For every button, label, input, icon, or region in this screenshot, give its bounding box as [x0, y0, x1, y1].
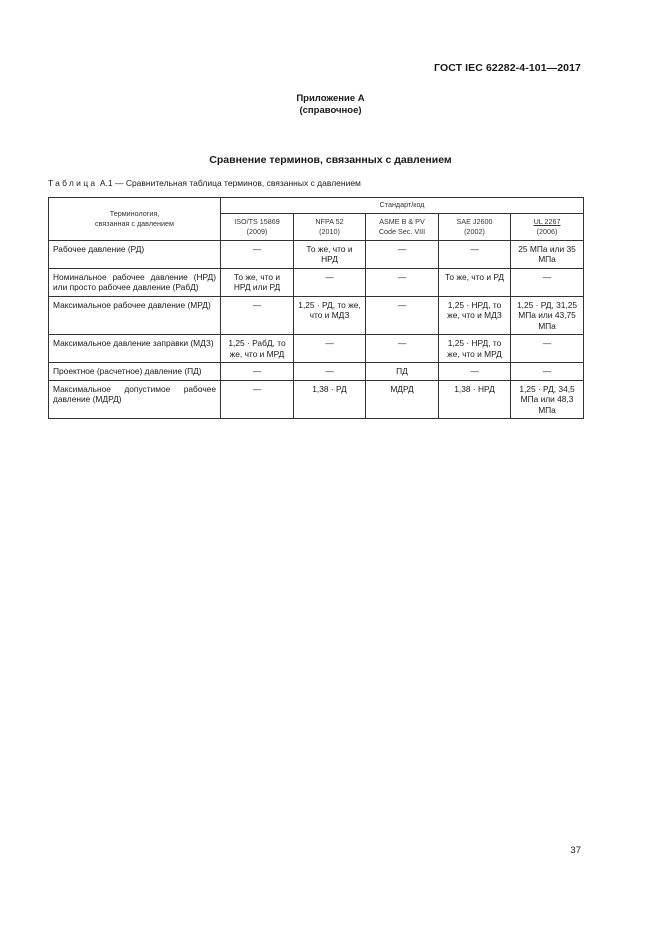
table-cell: — [294, 335, 366, 363]
table-cell: — [221, 240, 294, 268]
table-row [49, 380, 584, 419]
table-cell: — [366, 296, 439, 335]
table-cell: 1,25 · РабД, то же, что и МРД [221, 335, 294, 363]
table-cell: 1,25 · НРД, то же, что и МДЗ [439, 296, 511, 335]
table-cell: — [366, 268, 439, 296]
table-cell: — [221, 363, 294, 381]
table-cell: — [439, 240, 511, 268]
term-cell: Номинальное рабочее давление (НРД) или просто рабочее давление (РабД) [49, 268, 221, 296]
table-cell: То же, что и РД [439, 268, 511, 296]
table-cell: — [366, 335, 439, 363]
table-cell: 1,38 · НРД [439, 380, 511, 419]
table-caption-number: А.1 [99, 178, 113, 188]
table-caption [48, 178, 361, 188]
column-header: SAE J2600 (2002) [439, 213, 511, 240]
table-cell: — [366, 240, 439, 268]
table-cell: — [511, 335, 584, 363]
table-header-row [49, 198, 584, 214]
pressure-terms-table [48, 197, 584, 419]
annex-title: Приложение А [296, 93, 365, 104]
term-cell: Максимальное рабочее давление (МРД) [49, 296, 221, 335]
table-row [49, 268, 584, 296]
table-cell: 1,25 · НРД, то же, что и МРД [439, 335, 511, 363]
table-cell: — [511, 363, 584, 381]
section-title: Сравнение терминов, связанных с давлением [209, 154, 452, 166]
table-cell: МДРД [366, 380, 439, 419]
term-cell: Рабочее давление (РД) [49, 240, 221, 268]
term-cell: Проектное (расчетное) давление (ПД) [49, 363, 221, 381]
table-cell: То же, что и НРД или РД [221, 268, 294, 296]
table-cell: — [511, 268, 584, 296]
column-header: UL 2267 (2006) [511, 213, 584, 240]
term-cell: Максимальное допустимое рабочее давление (МДРД) [49, 380, 221, 419]
table-caption-text: — Сравнительная таблица терминов, связанных с давлением [114, 178, 361, 188]
table-cell: — [439, 363, 511, 381]
table-caption-label: Таблица [48, 178, 98, 188]
table-cell: 1,25 · РД, 34,5 МПа или 48,3 МПа [511, 380, 584, 419]
table-row [49, 240, 584, 268]
table-cell: — [294, 363, 366, 381]
table-cell: 1,25 · РД, то же, что и МДЗ [294, 296, 366, 335]
page-number: 37 [570, 845, 581, 856]
table-cell: То же, что и НРД [294, 240, 366, 268]
annex-heading [0, 93, 661, 117]
document-code: ГОСТ IEC 62282-4-101—2017 [434, 62, 581, 74]
column-header: NFPA 52 (2010) [294, 213, 366, 240]
term-cell: Максимальное давление заправки (МДЗ) [49, 335, 221, 363]
table-cell: ПД [366, 363, 439, 381]
corner-header-line1: Терминология, [109, 208, 160, 218]
column-header: ISO/TS 15869 (2009) [221, 213, 294, 240]
table-cell: — [221, 380, 294, 419]
table-cell: 1,38 · РД [294, 380, 366, 419]
table-row [49, 335, 584, 363]
table-row [49, 296, 584, 335]
table-cell: 25 МПа или 35 МПа [511, 240, 584, 268]
standard-group-header: Стандарт/код [221, 198, 584, 214]
column-header: ASME B & PV Code Sec. VIII [366, 213, 439, 240]
table-cell: — [221, 296, 294, 335]
corner-header-line2: связанная с давлением [95, 218, 174, 228]
corner-header [49, 198, 221, 241]
table-cell: 1,25 · РД, 31,25 МПа или 43,75 МПа [511, 296, 584, 335]
table-row [49, 363, 584, 381]
annex-subtitle: (справочное) [299, 105, 362, 116]
table-cell: — [294, 268, 366, 296]
